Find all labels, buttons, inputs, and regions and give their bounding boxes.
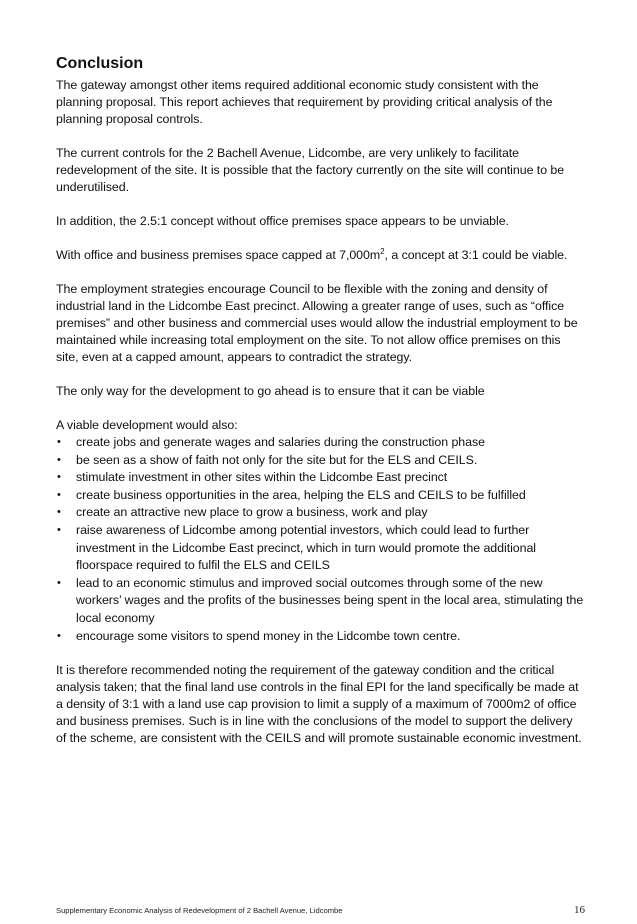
- list-item-text: stimulate investment in other sites within the Lidcombe East precinct: [76, 470, 448, 485]
- viable-development-list: [56, 434, 584, 645]
- bullet-glyph: •: [57, 471, 61, 484]
- list-item-text: raise awareness of Lidcombe among potential investors, which could lead to further investment in the Lidcombe East precinct, which in turn would promote the additional floorspace required to fulfil the ELS and CEILS: [76, 522, 537, 573]
- bullet-glyph: •: [57, 523, 61, 536]
- paragraph-gateway: The gateway amongst other items required additional economic study consistent with the planning proposal. This report achieves that requirement by providing critical analysis of the planning proposal controls.: [56, 78, 553, 126]
- paragraph-current-controls: The current controls for the 2 Bachell Avenue, Lidcombe, are very unlikely to facilitate redevelopment of the site. It is possible that the factory currently on the site will continue to be underutilised.: [56, 146, 565, 194]
- list-item-text: create an attractive new place to grow a business, work and play: [76, 505, 428, 520]
- list-item-text: be seen as a show of faith not only for the site but for the ELS and CEILS.: [76, 452, 478, 467]
- document-page: [56, 54, 584, 764]
- paragraph-viable-intro: A viable development would also:: [56, 418, 238, 432]
- page-footer: [56, 906, 585, 920]
- list-item: [56, 469, 584, 487]
- office-cap-text-end: , a concept at 3:1 could be viable.: [384, 248, 568, 262]
- bullet-glyph: •: [57, 488, 61, 501]
- paragraph-office-cap: [56, 247, 584, 264]
- paragraph-unviable-concept: In addition, the 2.5:1 concept without office premises space appears to be unviable.: [56, 214, 509, 228]
- list-item: [56, 575, 584, 628]
- page-number: 16: [574, 904, 585, 916]
- list-item: [56, 487, 584, 505]
- office-cap-text: With office and business premises space capped at 7,000m: [56, 248, 381, 262]
- list-item: [56, 628, 584, 646]
- list-item-text: lead to an economic stimulus and improved social outcomes through some of the new workers’ wages and the profits of the businesses being spent in the local area, stimulating the local economy: [76, 575, 584, 625]
- list-item: [56, 434, 584, 452]
- bullet-glyph: •: [57, 453, 61, 466]
- section-heading: Conclusion: [56, 55, 144, 72]
- bullet-glyph: •: [57, 506, 61, 519]
- list-item-text: create jobs and generate wages and salaries during the construction phase: [76, 435, 485, 449]
- list-item-text: encourage some visitors to spend money in the Lidcombe town centre.: [76, 628, 461, 643]
- list-item: [56, 452, 584, 470]
- superscript-squared: 2: [380, 246, 385, 256]
- paragraph-only-way: The only way for the development to go ahead is to ensure that it can be viable: [56, 384, 485, 398]
- paragraph-employment-strategies: The employment strategies encourage Council to be flexible with the zoning and density of industrial land in the Lidcombe East precinct. Allowing a greater range of uses, such as “office premises” and other business and commercial uses would allow the industrial employment to be maintained while increasing total employment on the site. To not allow office premises on this site, even at a capped amount, appears to contradict the strategy.: [56, 282, 578, 364]
- bullet-glyph: •: [57, 436, 61, 448]
- paragraph-recommendation: It is therefore recommended noting the requirement of the gateway condition and the critical analysis taken; that the final land use controls in the final EPI for the land specifically be made at a density of 3:1 with a land use cap provision to limit a supply of a maximum of 7000m2 of office and business premises. Such is in line with the conclusions of the model to support the delivery of the scheme, are consistent with the CEILS and will promote sustainable economic investment.: [56, 663, 582, 746]
- footer-title: Supplementary Economic Analysis of Redevelopment of 2 Bachell Avenue, Lidcombe: [56, 906, 343, 915]
- list-item-text: create business opportunities in the area, helping the ELS and CEILS to be fulfilled: [76, 487, 526, 502]
- bullet-glyph: •: [57, 576, 61, 589]
- list-item: [56, 522, 584, 575]
- bullet-glyph: •: [57, 629, 61, 642]
- list-item: [56, 504, 584, 522]
